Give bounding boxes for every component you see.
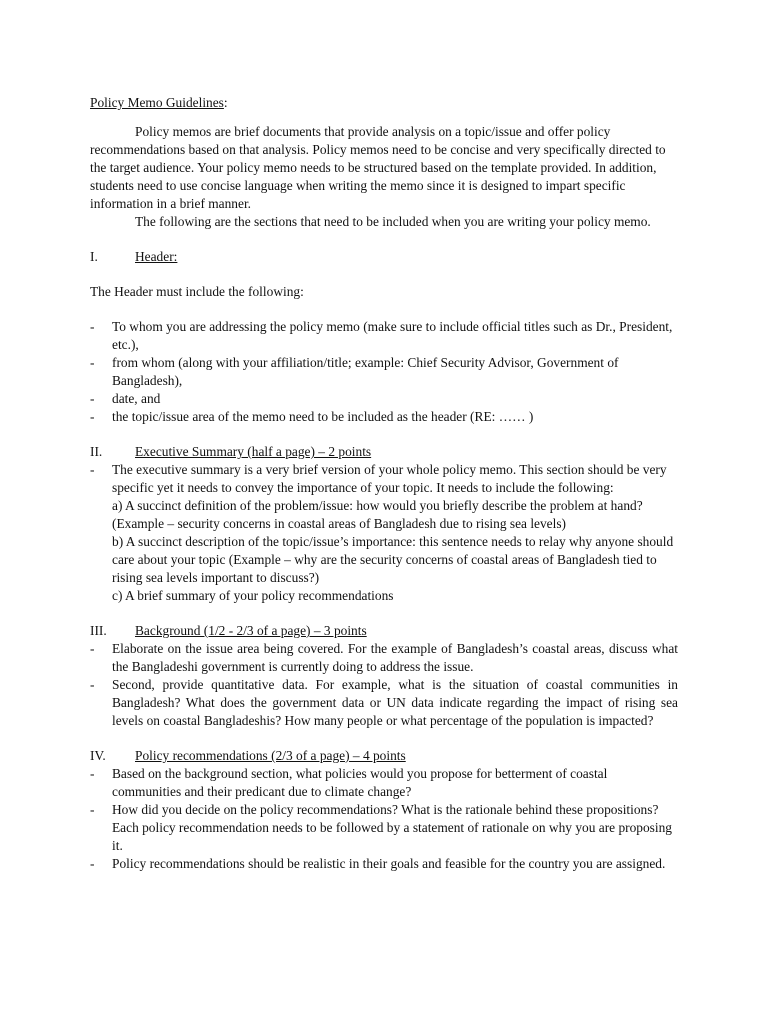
dash-mark: - [90,641,95,656]
section-number: II. [90,444,103,459]
list-item-text: To whom you are addressing the policy memo (make sure to include official titles such as Dr., President, etc.), [112,319,673,352]
list-item-text: The executive summary is a very brief version of your whole policy memo. This section should be very specific yet it needs to convey the importance of your topic. It needs to include the following: [112,462,667,495]
section-number: IV. [90,748,106,763]
list-item [90,461,678,605]
dash-mark: - [90,802,95,817]
list-item-text: Elaborate on the issue area being covered. For the example of Bangladesh’s coastal areas, discuss what the Bangladeshi government is currently doing to address the issue. [112,641,678,674]
title-text: Policy Memo Guidelines [90,95,224,110]
list-item-text: Second, provide quantitative data. For example, what is the situation of coastal communities in Bangladesh? What does the government data or UN data indicate regarding the impact of rising sea levels on coastal Bangladeshis? How many people or what percentage of the population is impacted? [112,677,678,728]
intro-paragraph-2: The following are the sections that need to be included when you are writing your policy memo. [135,214,651,229]
intro-paragraph-1: Policy memos are brief documents that provide analysis on a topic/issue and offer policy recommendations based on that analysis. Policy memos need to be concise and very specifically directed to the target audience. Your policy memo needs to be structured based on the template provided. In addition, students need to use concise language when writing the memo since it is designed to impart specific information in a brief manner. [90,124,666,211]
dash-mark: - [90,856,95,871]
dash-mark: - [90,677,95,692]
section-heading [90,248,678,266]
sub-item: c) A brief summary of your policy recommendations [112,588,394,603]
list-item-text: from whom (along with your affiliation/title; example: Chief Security Advisor, Government of Bangladesh), [112,355,619,388]
list-item-text: Based on the background section, what policies would you propose for betterment of coastal communities and their predicant due to climate change? [112,766,608,799]
list-item [90,640,678,676]
dash-mark: - [90,409,95,424]
bullet-list [90,640,678,730]
document-title [90,94,678,112]
list-item-text: date, and [112,391,161,406]
dash-mark: - [90,391,95,406]
dash-mark: - [90,462,95,477]
list-item-text: How did you decide on the policy recommendations? What is the rationale behind these propositions? Each policy recommendation needs to be followed by a statement of rationale on why you are proposing it. [112,802,673,853]
section-policy-recommendations [90,747,678,873]
dash-mark: - [90,766,95,781]
section-lead: The Header must include the following: [90,284,304,299]
section-heading [90,622,678,640]
list-item [90,855,678,873]
section-background [90,622,678,730]
list-item [90,676,678,730]
list-item [90,765,678,801]
list-item [90,354,678,390]
bullet-list [90,318,678,426]
list-item-text: Policy recommendations should be realistic in their goals and feasible for the country you are assigned. [112,856,666,871]
section-header [90,248,678,426]
section-label: Policy recommendations (2/3 of a page) – 4 points [135,748,406,763]
section-label: Header: [135,249,178,264]
section-label: Background (1/2 - 2/3 of a page) – 3 points [135,623,367,638]
dash-mark: - [90,319,95,334]
section-number: III. [90,623,107,638]
title-colon: : [223,95,228,110]
list-item-text: the topic/issue area of the memo need to be included as the header (RE: …… ) [112,409,534,424]
section-number: I. [90,249,98,264]
dash-mark: - [90,355,95,370]
sub-item: a) A succinct definition of the problem/issue: how would you briefly describe the problem at hand? (Example – security concerns in coastal areas of Bangladesh due to rising sea levels) [112,498,643,531]
section-heading [90,747,678,765]
list-item [90,801,678,855]
sub-item: b) A succinct description of the topic/issue’s importance: this sentence needs to relay why anyone should care about your topic (Example – why are the security concerns of coastal areas of Bangladesh tied to rising sea levels important to discuss?) [112,534,674,585]
list-item [90,408,678,426]
section-heading [90,443,678,461]
bullet-list [90,765,678,873]
section-executive-summary [90,443,678,605]
bullet-list [90,461,678,605]
list-item [90,318,678,354]
list-item [90,390,678,408]
section-label: Executive Summary (half a page) – 2 points [135,444,372,459]
